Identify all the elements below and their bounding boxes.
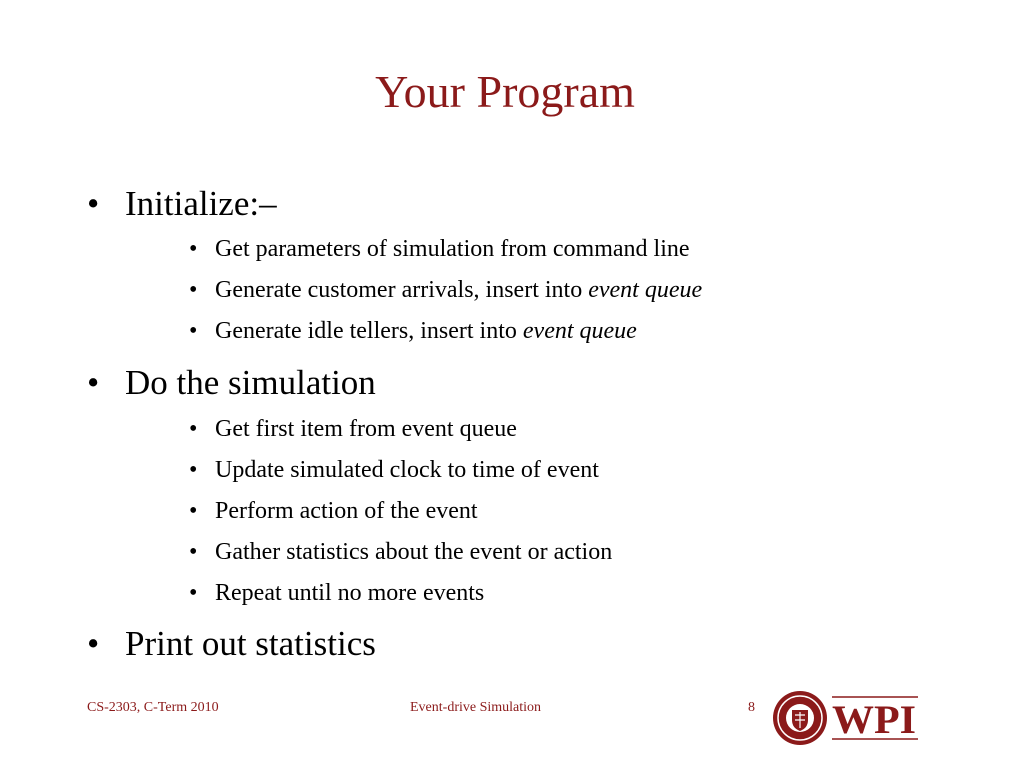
- slide-title: Your Program: [375, 66, 635, 117]
- footer-page-number: 8: [748, 700, 755, 715]
- wpi-logo: [772, 690, 918, 746]
- footer-course: CS-2303, C-Term 2010: [87, 700, 219, 715]
- sub-bullet-marker: •: [189, 539, 198, 565]
- bullet-text: Initialize:–: [125, 184, 277, 223]
- sub-bullet-marker: •: [189, 277, 198, 303]
- bullet-initialize: [87, 184, 277, 224]
- sub-bullet-text: Get first item from event queue: [215, 416, 517, 442]
- sub-bullet-marker: •: [189, 457, 198, 483]
- sub-bullet-text: Update simulated clock to time of event: [215, 457, 599, 483]
- bullet-text: Do the simulation: [125, 363, 376, 402]
- sub-bullet-text: Get parameters of simulation from command line: [215, 236, 690, 262]
- seal-icon: [773, 691, 827, 745]
- sub-bullet-text: Generate idle tellers, insert into: [215, 318, 523, 344]
- footer-topic: Event-drive Simulation: [410, 700, 542, 715]
- sub-bullet-marker: •: [189, 416, 198, 442]
- sub-bullet: [189, 537, 612, 567]
- sub-bullet-marker: •: [189, 318, 198, 344]
- bullet-text: Print out statistics: [125, 624, 376, 663]
- sub-bullet-marker: •: [189, 498, 198, 524]
- bullet-print-statistics: [87, 624, 376, 664]
- sub-bullet: [189, 316, 637, 346]
- bullet-marker: •: [87, 184, 100, 223]
- sub-bullet: [189, 414, 517, 444]
- sub-bullet-emphasis: event queue: [588, 277, 703, 303]
- sub-bullet-text: Perform action of the event: [215, 498, 478, 524]
- bullet-do-simulation: [87, 363, 376, 403]
- sub-bullet-text: Repeat until no more events: [215, 580, 485, 606]
- sub-bullet: [189, 275, 702, 305]
- sub-bullet-marker: •: [189, 236, 198, 262]
- sub-bullet: [189, 455, 599, 485]
- bullet-marker: •: [87, 624, 100, 663]
- sub-bullet: [189, 234, 690, 264]
- sub-bullet-marker: •: [189, 580, 198, 606]
- logo-wordmark: WPI: [832, 697, 916, 742]
- sub-bullet: [189, 496, 478, 526]
- bullet-marker: •: [87, 363, 100, 402]
- sub-bullet: [189, 578, 484, 608]
- sub-bullet-text: Generate customer arrivals, insert into: [215, 277, 589, 303]
- sub-bullet-emphasis: event queue: [522, 318, 637, 344]
- sub-bullet-text: Gather statistics about the event or action: [215, 539, 613, 565]
